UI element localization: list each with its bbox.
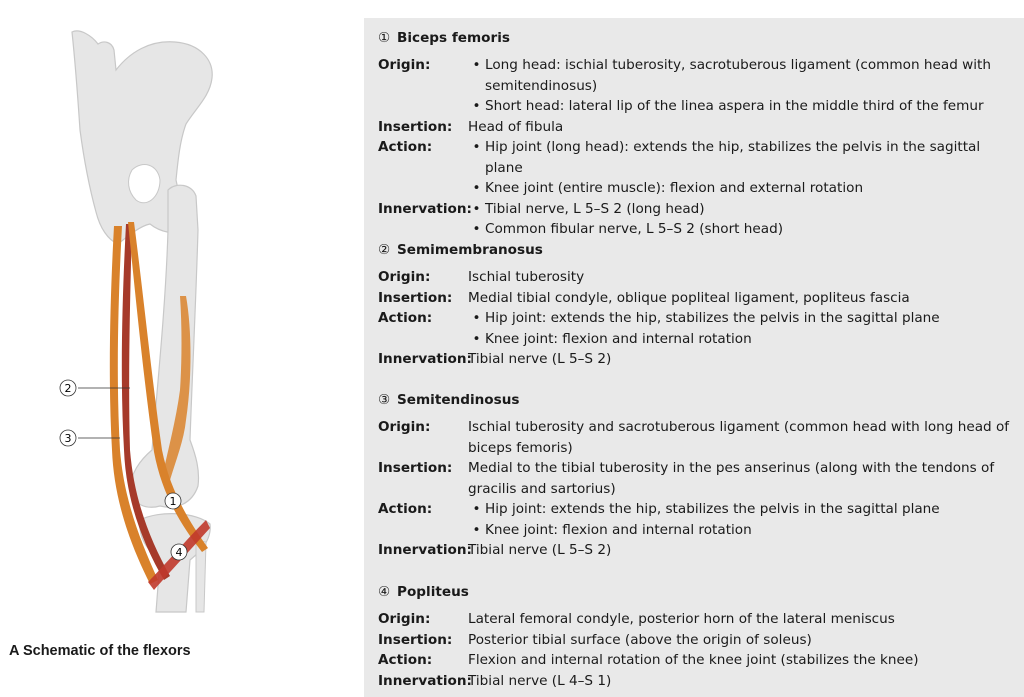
row-label: Insertion: [378,289,453,306]
section-number: ② [378,242,391,258]
section-popliteus [378,582,1018,691]
bullet-text: Knee joint: flexion and internal rotation [485,521,752,538]
bullet-text: Common fibular nerve, L 5–S 2 (short head) [485,221,784,237]
bullet-dot: • [472,98,481,114]
bullet-text: Hip joint (long head): extends the hip, stabilizes the pelvis in the sagittal plane [485,139,981,176]
info-row [378,349,1018,370]
row-label: Action: [378,652,433,668]
info-row [378,609,1018,630]
info-row [378,137,1018,199]
bullet-dot: • [472,180,481,196]
row-content: Medial tibial condyle, oblique popliteal ligament, popliteus fascia [468,289,910,306]
section-title [378,390,1018,410]
info-row [378,650,1018,671]
bullet-text: Short head: lateral lip of the linea aspera in the middle third of the femur [485,98,984,114]
row-content: Lateral femoral condyle, posterior horn of the lateral meniscus [468,611,895,627]
row-label: Action: [378,310,433,326]
section-semimembranosus [378,240,1018,370]
row-label: Innervation: [378,351,472,367]
row-label: Innervation: [378,200,472,217]
row-content: Tibial nerve (L 5–S 2) [468,542,612,558]
section-title-text: Biceps femoris [397,30,510,46]
row-content: Head of fibula [468,118,564,135]
info-row [378,267,1018,288]
figure-caption: A Schematic of the flexors [9,643,191,659]
row-label: Origin: [378,57,431,73]
row-content: Posterior tibial surface (above the origin of soleus) [468,631,812,648]
section-title-text: Semitendinosus [397,392,520,408]
row-label: Origin: [378,419,431,435]
row-label: Origin: [378,611,431,627]
row-content: Ischial tuberosity and sacrotuberous ligament (common head with long head of biceps femoris) [468,419,1010,456]
bullet-dot: • [472,310,481,326]
section-number: ③ [378,392,391,408]
bullet-item [468,199,1018,220]
bullet-item [468,55,1018,96]
info-row [378,499,1018,540]
section-title-text: Popliteus [397,584,469,600]
section-biceps-femoris [378,28,1018,240]
info-row [378,288,1018,309]
row-content [468,137,1018,199]
row-content: Flexion and internal rotation of the knee joint (stabilizes the knee) [468,652,919,668]
bullet-item [468,96,1018,117]
bullet-text: Long head: ischial tuberosity, sacrotuberous ligament (common head with semitendinosus) [485,57,992,94]
row-label: Innervation: [378,542,472,558]
bullet-dot: • [472,501,481,517]
callout-3 [60,430,76,446]
section-number: ① [378,30,391,46]
row-content [468,55,1018,117]
callout-2 [60,380,76,396]
row-content: Tibial nerve (L 5–S 2) [468,351,612,367]
bullet-text: Knee joint: flexion and internal rotation [485,330,752,347]
info-row [378,417,1018,458]
row-content [468,199,1018,240]
bullet-dot: • [472,139,481,155]
row-label: Insertion: [378,460,453,476]
row-label: Insertion: [378,118,453,135]
info-row [378,199,1018,240]
row-content: Ischial tuberosity [468,269,585,285]
row-label: Action: [378,139,433,155]
bullet-item [468,137,1018,178]
row-content: Tibial nerve (L 4–S 1) [468,672,612,689]
section-title-text: Semimembranosus [397,242,543,258]
info-row [378,458,1018,499]
section-title [378,240,1018,260]
bullet-item [468,178,1018,199]
section-number: ④ [378,584,391,600]
bullet-text: Knee joint (entire muscle): flexion and external rotation [485,180,864,196]
bullet-text: Hip joint: extends the hip, stabilizes the pelvis in the sagittal plane [485,501,940,517]
info-row [378,630,1018,651]
row-label: Innervation: [378,672,472,689]
muscle-info-panel [364,18,1024,697]
callout-3-label: 3 [64,432,72,445]
row-label: Action: [378,501,433,517]
bullet-item [468,329,1018,350]
bullet-dot: • [472,330,481,347]
section-title [378,582,1018,602]
callout-1 [165,493,181,509]
bullet-dot: • [472,221,481,237]
bullet-text: Tibial nerve, L 5–S 2 (long head) [485,200,705,217]
bullet-item [468,308,1018,329]
info-row [378,117,1018,138]
info-row [378,55,1018,117]
info-row [378,540,1018,561]
bullet-text: Hip joint: extends the hip, stabilizes the pelvis in the sagittal plane [485,310,940,326]
fibula-bone [196,540,206,612]
anatomy-illustration [0,0,340,697]
bullet-item [468,499,1018,520]
bullet-item [468,219,1018,240]
callout-4 [171,544,187,560]
bullet-dot: • [472,200,481,217]
section-title [378,28,1018,48]
row-label: Insertion: [378,631,453,648]
bullet-dot: • [472,521,481,538]
callout-2-label: 2 [64,382,72,395]
figure-schematic [0,0,340,697]
bullet-dot: • [472,57,481,73]
info-row [378,671,1018,692]
row-content: Medial to the tibial tuberosity in the pes anserinus (along with the tendons of gracilis and sartorius) [468,460,995,497]
callout-4-label: 4 [175,546,183,559]
info-row [378,308,1018,349]
bullet-item [468,520,1018,541]
callout-1-label: 1 [169,495,177,508]
row-label: Origin: [378,269,431,285]
row-content [468,499,1018,540]
row-content [468,308,1018,349]
section-semitendinosus [378,390,1018,561]
